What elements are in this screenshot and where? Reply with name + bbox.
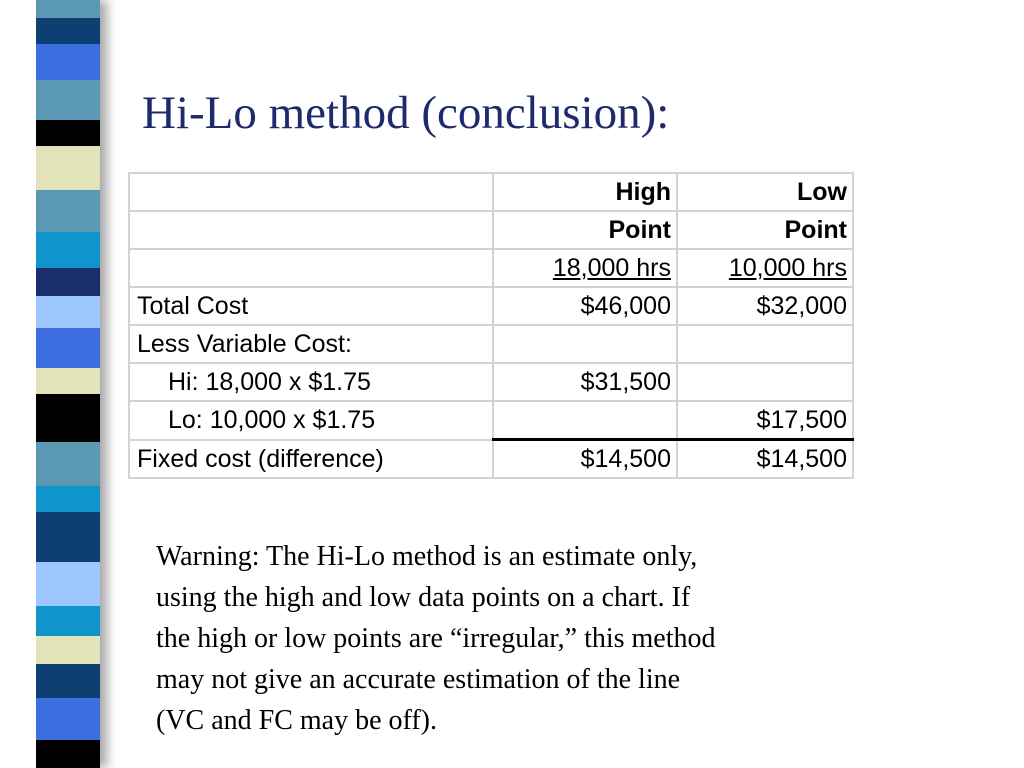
stripe-segment bbox=[36, 18, 100, 44]
table-row-less-variable-cost bbox=[129, 325, 853, 363]
column-header-low-point: Point bbox=[677, 211, 853, 249]
slide-title: Hi-Lo method (conclusion): bbox=[142, 87, 670, 139]
warning-line: the high or low points are “irregular,” this method bbox=[156, 623, 716, 654]
warning-line: (VC and FC may be off). bbox=[156, 705, 437, 736]
stripe-segment bbox=[36, 268, 100, 296]
less-variable-cost-label: Less Variable Cost: bbox=[129, 325, 493, 363]
stripe-segment bbox=[36, 636, 100, 664]
stripe-segment bbox=[36, 368, 100, 394]
warning-paragraph bbox=[156, 536, 876, 741]
decorative-stripe-bar bbox=[0, 0, 100, 768]
column-header-high: High bbox=[493, 173, 677, 211]
warning-line: Warning: The Hi-Lo method is an estimate only, bbox=[156, 541, 698, 572]
table-cell-empty bbox=[493, 325, 677, 363]
fixed-cost-high: $14,500 bbox=[493, 440, 677, 479]
stripe-segment bbox=[36, 442, 100, 486]
table-row-header-high-low bbox=[129, 173, 853, 211]
stripe-segment bbox=[36, 486, 100, 512]
column-header-low: Low bbox=[677, 173, 853, 211]
total-cost-label: Total Cost bbox=[129, 287, 493, 325]
hi-variable-cost-label: Hi: 18,000 x $1.75 bbox=[129, 363, 493, 401]
table-cell-empty bbox=[493, 401, 677, 440]
stripe-segment bbox=[36, 698, 100, 740]
stripe-segment bbox=[36, 328, 100, 368]
stripe-segment bbox=[36, 296, 100, 328]
total-cost-low: $32,000 bbox=[677, 287, 853, 325]
low-hours-value: 10,000 hrs bbox=[677, 249, 853, 287]
table-row-hi-variable-cost bbox=[129, 363, 853, 401]
table-cell-label bbox=[129, 249, 493, 287]
stripe-segment bbox=[36, 740, 100, 768]
stripe-segment bbox=[36, 664, 100, 698]
table-cell-label bbox=[129, 173, 493, 211]
stripe-segment bbox=[36, 394, 100, 442]
table-row-fixed-cost bbox=[129, 440, 853, 479]
stripe-segment bbox=[36, 80, 100, 120]
stripe-segment bbox=[36, 232, 100, 268]
hi-variable-cost-value: $31,500 bbox=[493, 363, 677, 401]
stripe-segment bbox=[36, 512, 100, 562]
stripe-segment bbox=[36, 44, 100, 80]
table-cell-empty bbox=[677, 363, 853, 401]
table-row-lo-variable-cost bbox=[129, 401, 853, 440]
warning-line: may not give an accurate estimation of the line bbox=[156, 664, 681, 695]
stripe-segment bbox=[36, 606, 100, 636]
column-header-high-point: Point bbox=[493, 211, 677, 249]
fixed-cost-label: Fixed cost (difference) bbox=[129, 440, 493, 479]
high-hours-value: 18,000 hrs bbox=[493, 249, 677, 287]
table-row-total-cost bbox=[129, 287, 853, 325]
fixed-cost-low: $14,500 bbox=[677, 440, 853, 479]
stripe-segment bbox=[36, 0, 100, 18]
table-cell-label bbox=[129, 211, 493, 249]
stripe-segment bbox=[36, 120, 100, 146]
stripe-segment bbox=[36, 146, 100, 190]
hi-lo-cost-table bbox=[128, 172, 854, 479]
warning-line: using the high and low data points on a chart. If bbox=[156, 582, 691, 613]
table-cell-empty bbox=[677, 325, 853, 363]
stripe-segment bbox=[36, 562, 100, 606]
table-row-header-point bbox=[129, 211, 853, 249]
table-row-hours bbox=[129, 249, 853, 287]
lo-variable-cost-value: $17,500 bbox=[677, 401, 853, 440]
stripe-segment bbox=[36, 190, 100, 232]
total-cost-high: $46,000 bbox=[493, 287, 677, 325]
lo-variable-cost-label: Lo: 10,000 x $1.75 bbox=[129, 401, 493, 440]
